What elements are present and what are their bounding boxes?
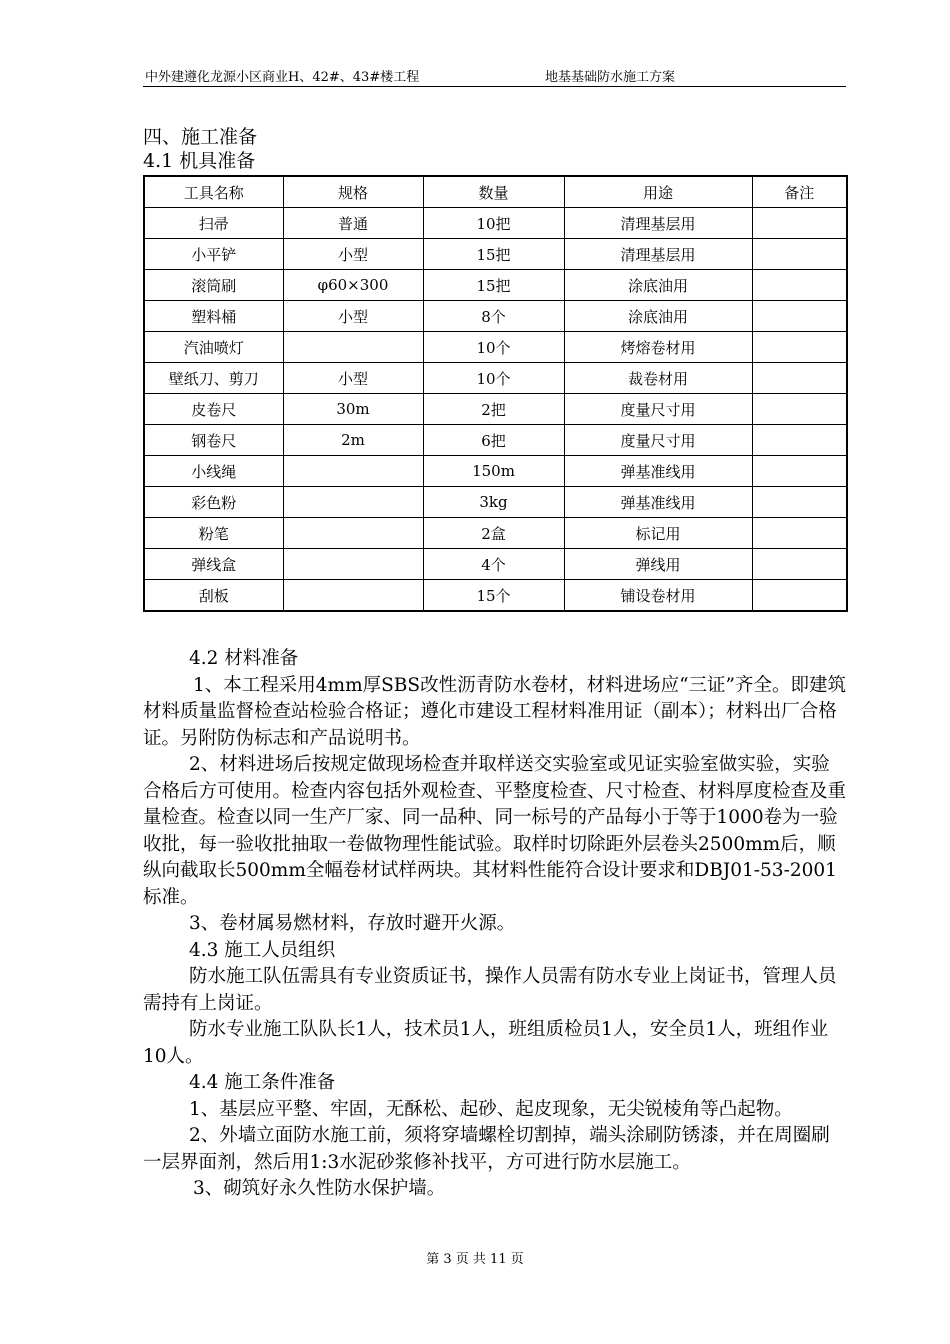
cell-spec: 2m	[283, 425, 423, 456]
header-divider	[143, 86, 846, 87]
cell-use: 清理基层用	[564, 208, 752, 239]
cell-use: 涂底油用	[564, 270, 752, 301]
cell-spec: 小型	[283, 363, 423, 394]
subsection-title-tools: 4.1 机具准备	[143, 150, 256, 172]
header-cell-use: 用途	[564, 176, 752, 208]
cell-name: 扫帚	[144, 208, 283, 239]
cell-name: 小平铲	[144, 239, 283, 270]
header-cell-note: 备注	[752, 176, 847, 208]
cell-use: 弹基准线用	[564, 487, 752, 518]
table-row	[144, 363, 847, 394]
table-row	[144, 270, 847, 301]
cell-name: 塑料桶	[144, 301, 283, 332]
cell-qty: 8个	[423, 301, 564, 332]
tools-table	[143, 175, 848, 612]
cell-note	[752, 270, 847, 301]
cell-qty: 15把	[423, 270, 564, 301]
para-4-3-2: 防水专业施工队队长1人，技术员1人，班组质检员1人，安全员1人，班组作业10人。	[143, 1019, 829, 1067]
cell-name: 弹线盒	[144, 549, 283, 580]
cell-spec	[283, 332, 423, 363]
cell-use: 烤熔卷材用	[564, 332, 752, 363]
para-4-3-1: 防水施工队伍需具有专业资质证书，操作人员需有防水专业上岗证书，管理人员需持有上岗证。	[143, 966, 837, 1014]
table-row	[144, 394, 847, 425]
para-4-4-1: 1、基层应平整、牢固，无酥松、起砂、起皮现象，无尖锐棱角等凸起物。	[189, 1098, 793, 1120]
cell-use: 标记用	[564, 518, 752, 549]
para-4-4-2: 2、外墙立面防水施工前，须将穿墙螺栓切割掉，端头涂刷防锈漆，并在周圈刷一层界面剂，然后用1:3水泥砂浆修补找平，方可进行防水层施工。	[143, 1125, 830, 1173]
cell-spec	[283, 518, 423, 549]
cell-note	[752, 332, 847, 363]
para-4-2-3: 3、卷材属易燃材料，存放时避开火源。	[189, 913, 516, 934]
table-header-row	[144, 176, 847, 208]
cell-spec: φ60×300	[283, 270, 423, 301]
header-project-name: 中外建遵化龙源小区商业H、42#、43#楼工程	[145, 70, 420, 85]
cell-qty: 150m	[423, 456, 564, 487]
cell-spec: 30m	[283, 394, 423, 425]
cell-qty: 3kg	[423, 487, 564, 518]
page-footer: 第 3 页 共 11 页	[426, 1252, 524, 1267]
para-4-4-3: 3、砌筑好永久性防水保护墙。	[193, 1178, 446, 1199]
cell-note	[752, 394, 847, 425]
page-header	[143, 66, 846, 86]
cell-spec	[283, 456, 423, 487]
cell-name: 粉笔	[144, 518, 283, 549]
table-row	[144, 425, 847, 456]
cell-use: 铺设卷材用	[564, 580, 752, 612]
cell-name: 皮卷尺	[144, 394, 283, 425]
cell-spec	[283, 580, 423, 612]
cell-qty: 2把	[423, 394, 564, 425]
cell-note	[752, 518, 847, 549]
cell-note	[752, 456, 847, 487]
para-4-2-2: 2、材料进场后按规定做现场检查并取样送交实验室或见证实验室做实验，实验合格后方可使用。检查内容包括外观检查、平整度检查、尺寸检查、材料厚度检查及重量检查。检查以同一生产厂家、同一品种、同一标号的产品每小于等于1000卷为一验收批，每一验收批抽取一卷做物理性能试验。取样时切除距外层卷头2500mm后，顺纵向截取长500mm全幅卷材试样两块。其材料性能符合设计要求和DBJ01-53-2001标准。	[143, 754, 847, 908]
table-row	[144, 239, 847, 270]
cell-qty: 2盒	[423, 518, 564, 549]
cell-spec	[283, 487, 423, 518]
table-row	[144, 518, 847, 549]
cell-spec: 小型	[283, 239, 423, 270]
table-row	[144, 487, 847, 518]
heading-4-3: 4.3 施工人员组织	[189, 939, 336, 961]
cell-note	[752, 487, 847, 518]
cell-qty: 15把	[423, 239, 564, 270]
cell-note	[752, 549, 847, 580]
table-row	[144, 332, 847, 363]
table-row	[144, 549, 847, 580]
heading-4-4: 4.4 施工条件准备	[189, 1072, 336, 1093]
cell-qty: 4个	[423, 549, 564, 580]
cell-note	[752, 580, 847, 612]
document-body	[143, 646, 846, 1203]
cell-qty: 10个	[423, 363, 564, 394]
cell-name: 彩色粉	[144, 487, 283, 518]
cell-qty: 15个	[423, 580, 564, 612]
heading-4-2: 4.2 材料准备	[189, 648, 299, 669]
cell-use: 度量尺寸用	[564, 425, 752, 456]
cell-use: 度量尺寸用	[564, 394, 752, 425]
para-4-2-1: 1、本工程采用4mm厚SBS改性沥青防水卷材，材料进场应“三证”齐全。即建筑材料质量监督检查站检验合格证；遵化市建设工程材料准用证（副本）；材料出厂合格证。另附防伪标志和产品说明书。	[143, 674, 846, 749]
header-cell-qty: 数量	[423, 176, 564, 208]
cell-note	[752, 301, 847, 332]
cell-note	[752, 425, 847, 456]
cell-qty: 10个	[423, 332, 564, 363]
table-row	[144, 580, 847, 612]
cell-note	[752, 363, 847, 394]
cell-use: 裁卷材用	[564, 363, 752, 394]
cell-use: 清理基层用	[564, 239, 752, 270]
cell-name: 小线绳	[144, 456, 283, 487]
header-cell-name: 工具名称	[144, 176, 283, 208]
cell-spec: 小型	[283, 301, 423, 332]
cell-use: 弹基准线用	[564, 456, 752, 487]
section-title: 四、施工准备	[143, 126, 258, 148]
cell-name: 壁纸刀、剪刀	[144, 363, 283, 394]
cell-name: 刮板	[144, 580, 283, 612]
cell-qty: 6把	[423, 425, 564, 456]
table-row	[144, 208, 847, 239]
cell-use: 涂底油用	[564, 301, 752, 332]
cell-name: 滚筒刷	[144, 270, 283, 301]
cell-spec	[283, 549, 423, 580]
cell-name: 钢卷尺	[144, 425, 283, 456]
table-row	[144, 456, 847, 487]
cell-note	[752, 208, 847, 239]
cell-note	[752, 239, 847, 270]
cell-spec: 普通	[283, 208, 423, 239]
cell-qty: 10把	[423, 208, 564, 239]
header-cell-spec: 规格	[283, 176, 423, 208]
cell-use: 弹线用	[564, 549, 752, 580]
header-doc-title: 地基基础防水施工方案	[545, 70, 676, 85]
cell-name: 汽油喷灯	[144, 332, 283, 363]
table-row	[144, 301, 847, 332]
